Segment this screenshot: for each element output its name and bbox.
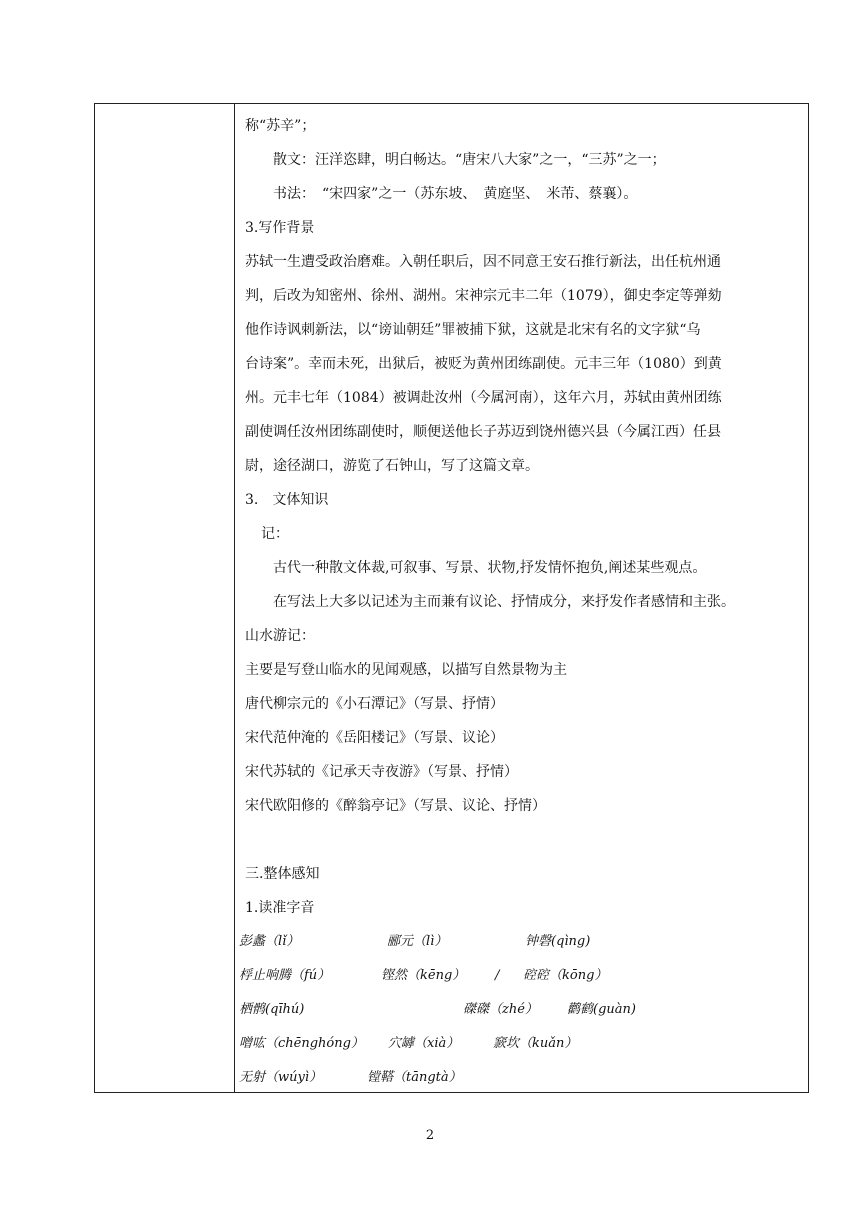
pronunciation-item: 无射（wúyì） — [239, 1070, 323, 1085]
background-line: 台诗案”。幸而未死，出狱后，被贬为黄州团练副使。元丰三年（1080）到黄 — [245, 356, 722, 372]
lesson-table — [94, 103, 809, 1093]
travel-line: 宋代范仲淹的《岳阳楼记》（写景、议论） — [245, 730, 504, 746]
overall-heading: 三.整体感知 — [245, 866, 320, 882]
pronunciation-item: 彭蠡（lǐ） — [239, 934, 300, 949]
pronunciation-heading: 1.读准字音 — [245, 900, 315, 916]
background-line: 苏轼一生遭受政治磨难。入朝任职后，因不同意王安石推行新法，出任杭州通 — [245, 254, 721, 270]
genre-heading: 3. 文体知识 — [245, 492, 329, 508]
pronunciation-item: 硿硿（kōng） — [523, 968, 608, 983]
pronunciation-item: 铿然（kēng） — [381, 968, 466, 983]
travel-line: 宋代苏轼的《记承天寺夜游》（写景、抒情） — [245, 764, 518, 780]
pronunciation-item: 穴罅（xià） — [388, 1036, 460, 1051]
page-number: 2 — [425, 1128, 435, 1143]
ji-line: 古代一种散文体裁,可叙事、写景、状物,抒发情怀抱负,阐述某些观点。 — [273, 560, 707, 576]
continued-header-line: 称“苏辛”； — [245, 118, 316, 134]
pronunciation-item: 窾坎（kuǎn） — [493, 1036, 578, 1051]
pronunciation-item: 镗鞳（tāngtà） — [367, 1070, 462, 1085]
background-line: 副使调任汝州团练副使时，顺便送他长子苏迈到饶州德兴县（今属江西）任县 — [245, 424, 721, 440]
background-heading: 3.写作背景 — [245, 220, 315, 236]
pronunciation-item: 桴止响腾（fú） — [239, 968, 331, 983]
travel-label: 山水游记： — [245, 628, 315, 644]
pronunciation-separator: / — [495, 968, 500, 983]
travel-line: 宋代欧阳修的《醉翁亭记》（写景、议论、抒情） — [245, 798, 546, 814]
travel-line: 唐代柳宗元的《小石潭记》（写景、抒情） — [245, 696, 504, 712]
background-line: 州。元丰七年（1084）被调赴汝州（今属河南），这年六月，苏轼由黄州团练 — [245, 390, 722, 406]
background-line: 尉，途径湖口，游览了石钟山，写了这篇文章。 — [245, 458, 539, 474]
background-line: 判，后改为知密州、徐州、湖州。宋神宗元丰二年（1079），御史李定等弹劾 — [245, 288, 722, 304]
pronunciation-item: 噌吰（chēnghóng） — [239, 1036, 364, 1051]
column-divider — [234, 104, 235, 1092]
pronunciation-item: 栖鹘(qīhú) — [239, 1002, 305, 1017]
calligraphy-line: 书法： “宋四家”之一（苏东坡、 黄庭坚、 米芾、蔡襄）。 — [273, 186, 638, 202]
ji-label: 记： — [261, 526, 289, 542]
pronunciation-item: 鹳鹤(guàn) — [567, 1002, 636, 1017]
pronunciation-item: 郦元（lì） — [387, 934, 448, 949]
pronunciation-item: 钟磬(qìng) — [525, 934, 591, 949]
background-line: 他作诗讽刺新法，以“谤讪朝廷”罪被捕下狱，这就是北宋有名的文字狱“乌 — [245, 322, 701, 338]
ji-line: 在写法上大多以记述为主而兼有议论、抒情成分，来抒发作者感情和主张。 — [273, 594, 735, 610]
prose-line: 散文：汪洋恣肆，明白畅达。“唐宋八大家”之一，“三苏”之一； — [273, 152, 666, 168]
travel-line: 主要是写登山临水的见闻观感，以描写自然景物为主 — [245, 662, 567, 678]
pronunciation-item: 磔磔（zhé） — [463, 1002, 538, 1017]
